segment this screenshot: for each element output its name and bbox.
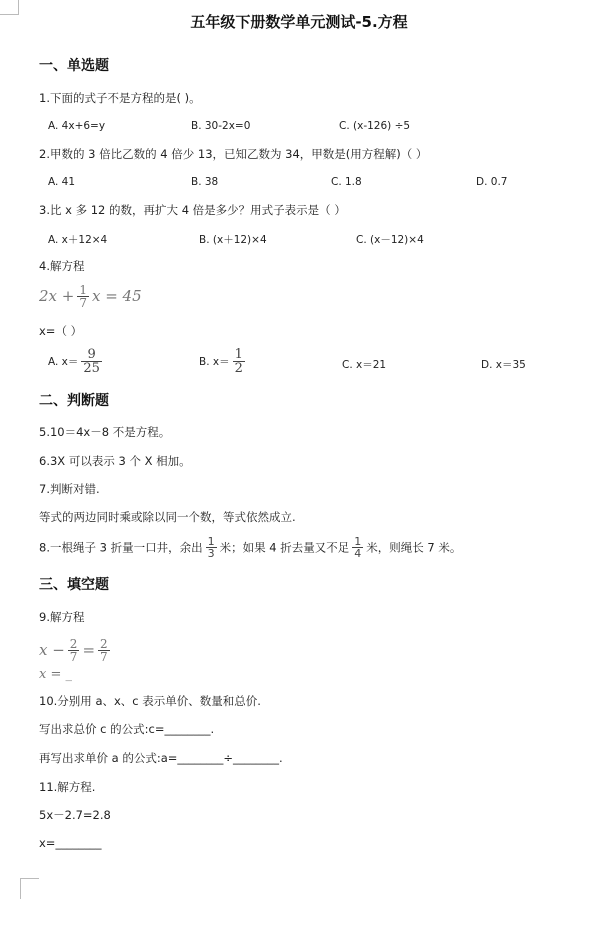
q10-unit-price-formula: 再写出求单价 a 的公式:a=________÷________. <box>39 751 283 765</box>
q2-option-d[interactable]: D. 0.7 <box>476 176 508 188</box>
q2-option-a[interactable]: A. 41 <box>48 176 76 188</box>
section-heading-fill-blank: 三、填空题 <box>39 577 109 593</box>
question-1: 1.下面的式子不是方程的是( )。 <box>39 91 201 105</box>
q9-equation: x − $\frac{2}{7}$ = $\frac{2}{7}$ <box>39 637 108 664</box>
question-9: 9.解方程 <box>39 610 85 624</box>
question-6: 6.3X 可以表示 3 个 X 相加。 <box>39 454 191 468</box>
q4-option-a-fraction: $\frac{9}{25}$ <box>83 347 100 376</box>
q1-option-c[interactable]: C. (x-126) ÷5 <box>339 120 411 132</box>
q3-option-c[interactable]: C. (x－12)×4 <box>356 234 424 246</box>
q8-fraction-one-third: $\frac{1}{3}$ <box>207 535 215 560</box>
question-4: 4.解方程 <box>39 259 85 273</box>
page-corner-mark-bottom <box>20 878 39 899</box>
q10-total-price-formula: 写出求总价 c 的公式:c=________. <box>39 722 215 736</box>
q9-fraction-left: $\frac{2}{7}$ <box>69 637 78 664</box>
q4-option-b-fraction: $\frac{1}{2}$ <box>234 347 243 376</box>
q11-answer-blank: x=________ <box>39 836 102 850</box>
q9-answer-blank: x = _ <box>39 667 72 682</box>
section-heading-single-choice: 一、单选题 <box>39 58 109 74</box>
q11-equation: 5x－2.7=2.8 <box>39 808 111 822</box>
q4-equation <box>39 284 142 310</box>
q4-eq-fraction: $\frac{1}{7}$ <box>79 283 87 310</box>
question-3: 3.比 x 多 12 的数，再扩大 4 倍是多少？用式子表示是（ ） <box>39 203 346 217</box>
q8-fraction-one-quarter: $\frac{1}{4}$ <box>354 535 362 560</box>
q3-option-b[interactable]: B. (x＋12)×4 <box>199 234 267 246</box>
page-title: 五年级下册数学单元测试-5.方程 <box>190 13 408 31</box>
q4-option-a[interactable]: A. x＝ $\frac{9}{25}$ <box>48 347 100 376</box>
q4-option-c[interactable]: C. x＝21 <box>342 359 387 371</box>
question-8: 8.一根绳子 3 折量一口井，余出 $\frac{1}{3}$ 米；如果 4 折去量又不足 $\frac{1}{4}$ 米，则绳长 7 米。 <box>39 535 462 560</box>
section-heading-true-false: 二、判断题 <box>39 393 109 409</box>
question-11: 11.解方程. <box>39 780 96 794</box>
question-7: 7.判断对错. <box>39 482 100 496</box>
q4-option-d[interactable]: D. x＝35 <box>481 359 526 371</box>
q4-answer-blank: x=（ ） <box>39 324 83 338</box>
question-10: 10.分别用 a、x、c 表示单价、数量和总价. <box>39 694 261 708</box>
question-5: 5.10＝4x－8 不是方程。 <box>39 425 171 439</box>
question-7-statement: 等式的两边同时乘或除以同一个数，等式依然成立. <box>39 510 296 524</box>
q1-option-a[interactable]: A. 4x+6=y <box>48 120 106 132</box>
q3-option-a[interactable]: A. x＋12×4 <box>48 234 108 246</box>
q4-option-b[interactable]: B. x＝ $\frac{1}{2}$ <box>199 347 243 376</box>
q2-option-c[interactable]: C. 1.8 <box>331 176 362 188</box>
q1-option-b[interactable]: B. 30-2x=0 <box>191 120 251 132</box>
q4-eq-left: 2x + <box>39 286 75 305</box>
question-2: 2.甲数的 3 倍比乙数的 4 倍少 13，已知乙数为 34，甲数是(用方程解)（ ） <box>39 147 428 161</box>
q2-option-b[interactable]: B. 38 <box>191 176 219 188</box>
q9-fraction-right: $\frac{2}{7}$ <box>100 637 108 664</box>
q4-eq-right: x = 45 <box>91 286 142 305</box>
